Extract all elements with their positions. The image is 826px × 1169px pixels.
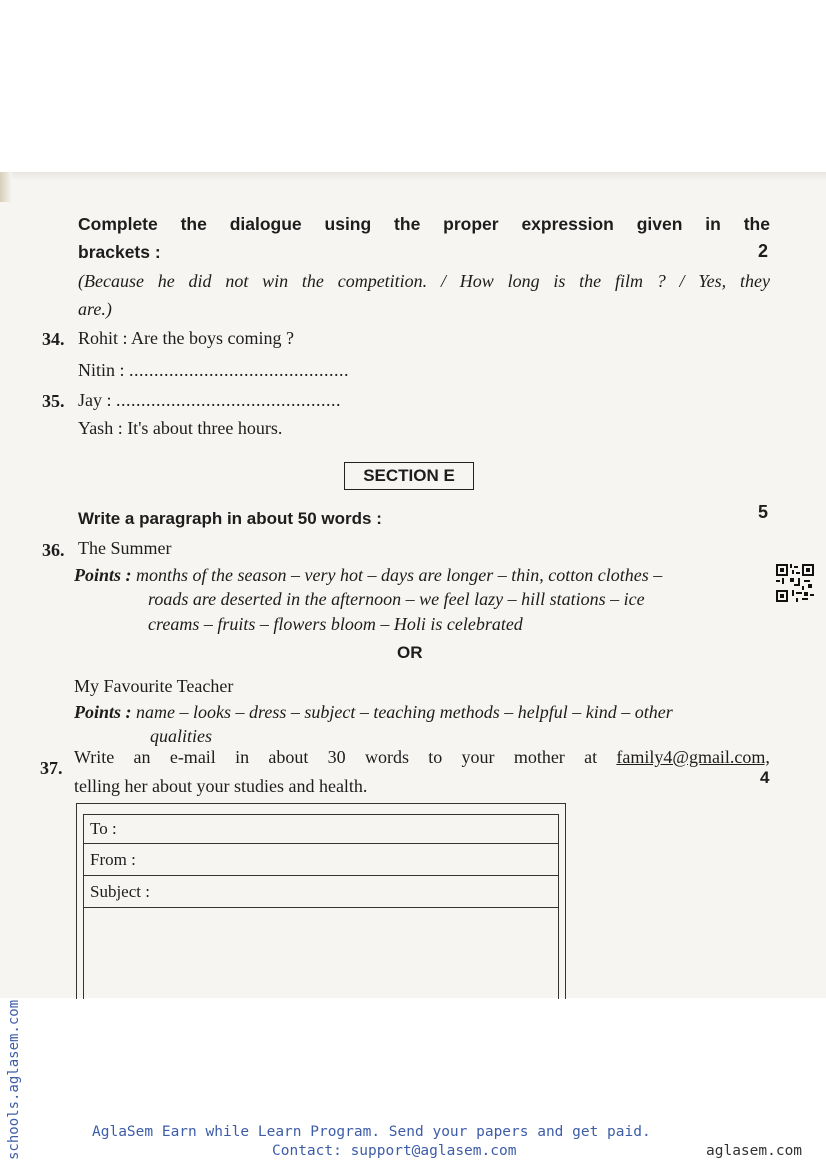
q37-word: 30 [327,747,346,767]
points-line-3: creams – fruits – flowers bloom – Holi is celebrated [148,614,523,634]
points-line-2: roads are deserted in the afternoon – we feel lazy – hill stations – ice [148,589,645,609]
topic-summer: The Summer [78,538,172,558]
q37-word: mother [513,747,565,767]
email-inner-frame [83,814,559,999]
q34-rohit-line: Rohit : Are the boys coming ? [78,328,294,348]
q37-word: Write [74,747,115,767]
opt-word: the [301,271,324,291]
paragraph-instruction: Write a paragraph in about 50 words : [78,509,382,528]
footer-site[interactable]: aglasem.com [706,1143,803,1159]
instr-word: the [180,214,207,234]
q37-word: words [364,747,409,767]
instr-word: Complete [78,214,158,234]
subject-row [84,878,558,908]
dialogue-instruction-cont: brackets : [78,242,161,262]
speaker-label: Jay : [78,390,116,410]
question-number-36: 36. [42,540,65,560]
opt-word: (Because [78,271,144,291]
speaker-label: Nitin : [78,360,130,380]
points2-line-2: qualities [150,726,212,746]
opt-word: the [579,271,602,291]
bracket-options [78,271,770,292]
opt-word: competition. [337,271,428,291]
opt-word: did [188,271,212,291]
question-number-34: 34. [42,329,65,349]
instr-word: the [394,214,421,234]
points-label: Points : [74,565,132,585]
topic-teacher: My Favourite Teacher [74,676,234,696]
opt-word: they [739,271,770,291]
instr-word: using [324,214,372,234]
instr-word: dialogue [229,214,302,234]
q35-yash-line: Yash : It's about three hours. [78,418,283,438]
opt-word: / [440,271,446,291]
answer-blank: ............................................. [116,390,341,410]
q34-nitin-line [78,360,349,381]
marks-4: 4 [760,768,770,787]
from-label: From : [90,850,136,869]
question-number-37: 37. [40,758,63,778]
subject-label: Subject : [90,882,150,901]
opt-word: he [157,271,175,291]
points-text: months of the season – very hot – days are longer – thin, cotton clothes – [136,565,663,585]
points-text: name – looks – dress – subject – teaching methods – helpful – kind – other [136,702,673,722]
marks-2: 2 [758,241,769,261]
question-number-35: 35. [42,391,65,411]
from-row [84,846,558,876]
q37-line-1 [74,747,770,768]
opt-word: long [507,271,540,291]
side-watermark: schools.aglasem.com [6,999,22,1160]
page-edge-shadow [0,172,826,180]
instr-word: given [636,214,683,234]
instr-word: the [743,214,770,234]
q35-jay-line [78,390,341,411]
footer-program-text: AglaSem Earn while Learn Program. Send your papers and get paid. [92,1124,651,1140]
or-separator: OR [397,643,423,662]
opt-word: is [553,271,566,291]
q37-word: your [461,747,495,767]
points2-line-1 [74,702,673,723]
qr-code-icon [776,564,814,602]
q37-word: an [133,747,151,767]
to-row [84,814,558,844]
bracket-options-cont: are.) [78,299,112,319]
q37-word: in [235,747,250,767]
opt-word: win [262,271,289,291]
points-line-1 [74,565,662,586]
dialogue-instruction [78,214,770,235]
points-label: Points : [74,702,132,722]
to-label: To : [90,819,117,838]
opt-word: film [614,271,643,291]
marks-5: 5 [758,502,769,522]
q37-word: about [268,747,309,767]
instr-word: proper [443,214,499,234]
answer-blank: ............................................ [129,360,350,380]
opt-word: How [459,271,494,291]
page-curl [0,172,12,202]
instr-word: expression [521,214,614,234]
opt-word: not [225,271,249,291]
footer-contact[interactable]: Contact: support@aglasem.com [272,1143,517,1159]
instr-word: in [705,214,721,234]
q37-word: to [428,747,443,767]
section-heading: SECTION E [344,462,474,490]
q37-word: e-mail [169,747,216,767]
opt-word: / [679,271,685,291]
opt-word: ? [656,271,666,291]
email-address-link[interactable]: family4@gmail.com, [616,747,770,767]
q37-word: at [584,747,598,767]
email-format-box [76,803,566,999]
q37-line-2: telling her about your studies and health. [74,776,368,796]
opt-word: Yes, [698,271,727,291]
